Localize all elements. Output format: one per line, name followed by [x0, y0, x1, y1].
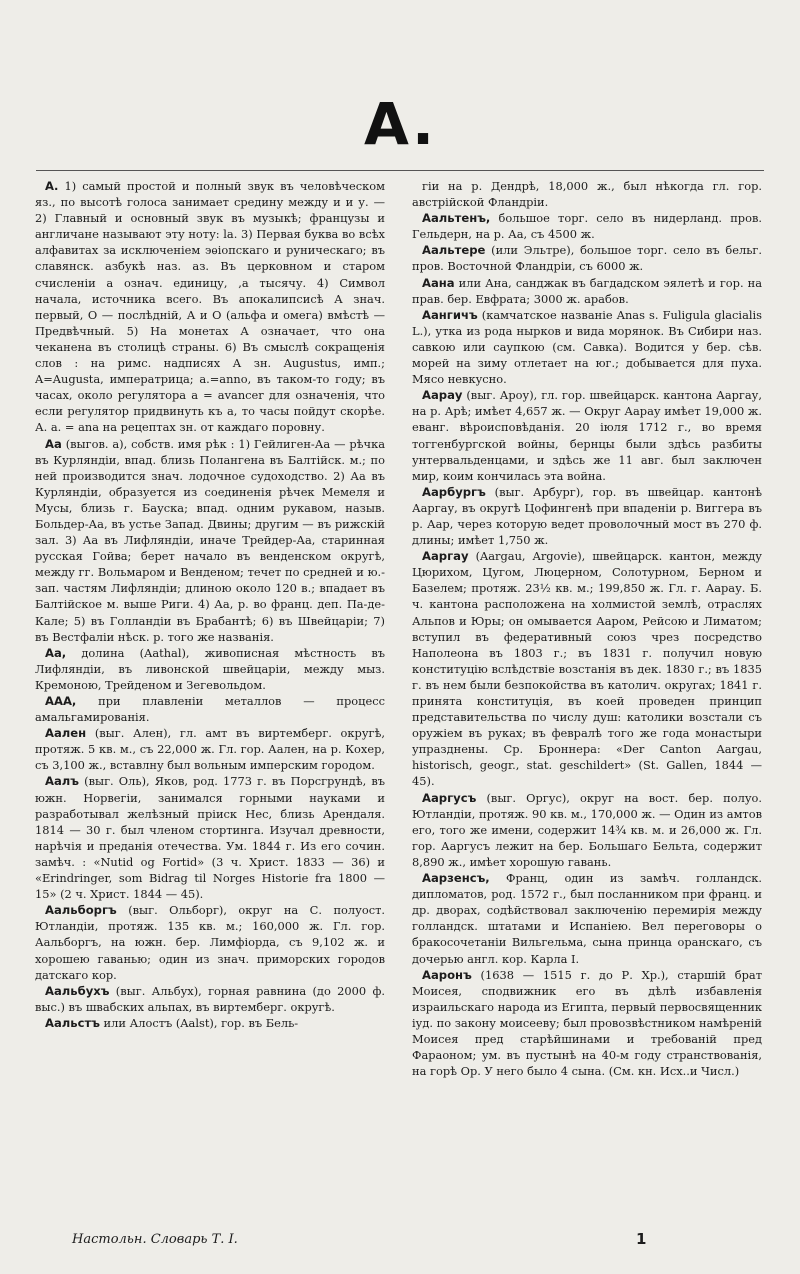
dictionary-entry [35, 645, 385, 693]
entry-text: большое торг. село въ нидерланд. пров. Гельдерн, на р. Аа, съ 4500 ж. [412, 211, 762, 242]
page-heading: A. [364, 90, 436, 158]
entry-headword: Аарау [422, 388, 463, 403]
entry-text: (выг. Оль), Яков, род. 1773 г. въ Порсгрундѣ, въ южн. Норвегіи, занимался горными науками и разработывал желѣзный пріиск Нес, близь Арендаля. 1814 — 30 г. был членом стортинга. Изучал древности, нарѣчія и преданія отечества. Ум. 1844 г. Из его сочин. замѣч. : «Nutid og Fortid» (3 ч. Христ. 1833 — 36) и «Erindringer, som Bidrag til Norges Historie fra 1800 — 15» (2 ч. Христ. 1844 — 45). [35, 774, 385, 902]
entry-headword: Аальтенъ, [422, 211, 491, 226]
dictionary-entry [412, 484, 762, 548]
entry-headword: Аа [45, 436, 62, 451]
entry-headword: Аальборгъ [45, 903, 117, 918]
entry-headword: Аарбургъ [422, 484, 486, 499]
dictionary-entry [35, 725, 385, 773]
entry-headword: Аангичъ [422, 307, 478, 322]
entry-headword: Аана [422, 275, 455, 290]
entry-headword: Ааргусъ [422, 790, 477, 805]
entry-headword: Аа, [45, 645, 67, 660]
heading-divider [36, 170, 764, 171]
entry-headword: Ааргау [422, 549, 469, 564]
entry-headword: Аальстъ [45, 1015, 100, 1030]
entry-text: (Aargau, Argovie), швейцарск. кантон, между Цюрихом, Цугом, Люцерном, Солотурном, Берном и Базелем; протяж. 23½ кв. м.; 199,850 ж. Гл. г. Аарау. Б. ч. кантона расположена на холмистой землѣ, отраслях Альпов и Юры; он омывается Ааром, Рейсою и Лиматом; вступил въ федеративный союз чрез посредство Наполеона въ 1803 г.; въ 1831 г. получил новую конституцію вслѣдствіе возстанія въ дек. 1830 г.; въ 1835 г. въ нем были безпокойства въ католич. округах; 1841 г. принята конституція, въ коей проведен принцип представительства по числу душ: католики возстали съ оружіем въ руках; въ февралѣ того же года монастыри упразднены. Ср. Броннера: «Der Canton Aargau, historisch, geogr., stat. geschildert» (St. Gallen, 1844 — 45). [412, 549, 762, 789]
dictionary-entry [35, 902, 385, 982]
entry-text: (выг. Ален), гл. амт въ виртемберг. округѣ, протяж. 5 кв. м., съ 22,000 ж. Гл. гор. Аален, на р. Кохер, съ 3,100 ж., вставлну был вольным имперским городом. [35, 726, 385, 773]
entry-headword: Аальтере [422, 243, 486, 258]
entry-headword: Аалъ [45, 774, 80, 789]
entry-headword: ААА, [45, 694, 77, 708]
footer-title: Настольн. Словарь Т. I. [72, 1232, 238, 1247]
entry-text: (выг. Арбург), гор. въ швейцар. кантонѣ Ааргау, въ округѣ Цофингенѣ при впаденіи р. Виггера въ р. Аар, через которую ведет проволочный мост въ 270 ф. длины; имѣет 1,750 ж. [412, 484, 762, 548]
dictionary-entry [412, 548, 762, 789]
entry-text: (выг. Альбух), горная равнина (до 2000 ф. выс.) въ швабских альпах, въ виртемберг. округѣ. [35, 983, 385, 1014]
entry-text: или Ана, санджак въ багдадском эялетѣ и гор. на прав. бер. Евфрата; 3000 ж. арабов. [412, 275, 762, 306]
left-column [35, 178, 385, 1228]
entry-text: 1) самый простой и полный звук въ человѣческом яз., по высотѣ голоса занимает средину между и и у. — 2) Главный и основный звук въ музыкѣ; французы и англичане называют эту ноту: la. 3) Первая буква во всѣх алфавитах за исключеніем эѳіопскаго и руническаго; въ славянск. азбукѣ наз. аз. Въ церковном и старом счисленіи а означ. единицу, ,а тысячу. 4) Символ начала, источника всего. Въ апокалипсисѣ А знач. первый, О — послѣдній, А и О (альфа и омега) вмѣстѣ — Предвѣчный. 5) На монетах А означает, что она чеканена въ столицѣ страны. 6) Въ смыслѣ сокращенія слов : на римс. надписях А зн. Augustus, имп.; A=Augusta, императрица; a.=anno, въ таком-то году; въ часах, около регулятора a = avancer для означенія, что если регулятор придвинуть къ a, то часы пойдут скорѣе. А. a. = ana на рецептах зн. от каждаго поровну. [35, 179, 385, 435]
entry-text: Франц, один из замѣч. голландск. дипломатов, род. 1572 г., был посланником при франц. и др. дворах, содѣйствовал заключенію перемирія между голландск. штатами и Испаніею. Вел переговоры о бракосочетаніи Вильгельма, сына принца оранскаго, съ дочерью англ. кор. Карла I. [412, 871, 762, 966]
entry-text: гіи на р. Дендрѣ, 18,000 ж., был нѣкогда гл. гор. австрійской Фландріи. [412, 179, 762, 210]
dictionary-entry [412, 870, 762, 967]
entry-text: (камчатское названіе Anas s. Fuligula glacialis L.), утка из рода нырков и вида морянок. Въ Сибири наз. савкою или саупкою (см. Савка). Водится у бер. сѣв. морей на зиму отлетает на юг.; добывается для пуха. Мясо невкусно. [412, 307, 762, 387]
entry-text: (или Эльтре), большое торг. село въ бельг. пров. Восточной Фландріи, съ 6000 ж. [412, 243, 762, 274]
dictionary-entry [412, 210, 762, 242]
entry-headword: Аальбухъ [45, 983, 110, 998]
dictionary-entry [412, 178, 762, 210]
entry-text: долина (Aathal), живописная мѣстность въ Лифляндіи, въ ливонской швейцаріи, между мыз. Кремоною, Трейденом и Зегевольдом. [35, 645, 385, 692]
entry-text: (выг. Ольборг), округ на С. полуост. Ютландіи, протяж. 135 кв. м.; 160,000 ж. Гл. гор. Аальборгъ, на южн. бер. Лимфіорда, съ 9,102 ж. и хорошею гаванью; один из знач. приморских городов датскаго кор. [35, 903, 385, 982]
entry-text: (1638 — 1515 г. до Р. Хр.), старшій брат Моисея, сподвижник его въ дѣлѣ избавленія израильскаго народа из Египта, первый первосвященник іуд. по закону моисееву; был провозвѣстником намѣреній Моисея пред старѣйшинами и требованій пред Фараоном; ум. въ пустынѣ на 40-м году странствованія, на горѣ Ор. У него было 4 сына. (См. кн. Исх..и Числ.) [412, 967, 762, 1079]
dictionary-entry [412, 307, 762, 387]
page-number: 1 [636, 1230, 647, 1248]
dictionary-entry [35, 983, 385, 1015]
dictionary-entry [35, 693, 385, 725]
dictionary-entry [412, 387, 762, 484]
entry-text: (выг. Ароу), гл. гор. швейцарск. кантона Ааргау, на р. Арѣ; имѣет 4,657 ж. — Округ Аарау имѣет 19,000 ж. еванг. вѣроисповѣданія. 20 іюля 1712 г., во время тоггенбургской войны, бернцы были здѣсь разбиты унтервальденцами, и здѣсь же 11 авг. был заключен мир, коим кончилась эта война. [412, 388, 762, 483]
dictionary-entry [35, 773, 385, 902]
right-column [412, 178, 762, 1228]
dictionary-entry [412, 967, 762, 1080]
dictionary-entry [412, 275, 762, 307]
entry-headword: А. [45, 179, 59, 193]
entry-text: (выгов. а), собств. имя рѣк : 1) Гейлиген-Аа — рѣчка въ Курляндіи, впад. близь Полангена въ Балтійск. м.; по ней производится знач. лодочное судоходство. 2) Аа въ Курляндіи, образуется из соединенія рѣчек Мемеля и Мусы, близь г. Бауска; впад. одним рукавом, назыв. Больдер-Аа, въ устье Запад. Двины; другим — въ рижскій зал. 3) Аа въ Лифляндіи, иначе Трейдер-Аа, старинная русская Гойва; берет начало въ венденском округѣ, между гг. Вольмаром и Венденом; течет по средней и ю.-зап. частям Лифляндіи; длиною около 120 в.; впадает въ Балтійское м. выше Риги. 4) Аа, р. во франц. деп. Па-де-Кале; 5) въ Голландіи въ Брабантѣ; 6) въ Швейцаріи; 7) въ Вестфаліи нѣск. р. того же названія. [35, 436, 385, 644]
entry-text: при плавленіи металлов — процесс амальгамированія. [35, 694, 385, 725]
dictionary-entry [412, 790, 762, 870]
entry-headword: Аален [45, 726, 87, 741]
dictionary-entry [35, 1015, 385, 1031]
entry-text: (выг. Оргус), округ на вост. бер. полуо. Ютландіи, протяж. 90 кв. м., 170,000 ж. — Один из амтов его, того же имени, содержит 14¾ кв. м. и 26,000 ж. Гл. гор. Ааргусъ лежит на бер. Большаго Бельта, содержит 8,890 ж., имѣет хорошую гавань. [412, 790, 762, 869]
entry-headword: Ааронъ [422, 967, 472, 982]
entry-headword: Аарзенсъ, [422, 871, 490, 886]
dictionary-entry [35, 178, 385, 436]
dictionary-entry [35, 436, 385, 645]
dictionary-entry [412, 242, 762, 274]
entry-text: или Алостъ (Aalst), гор. въ Бель- [99, 1015, 299, 1030]
